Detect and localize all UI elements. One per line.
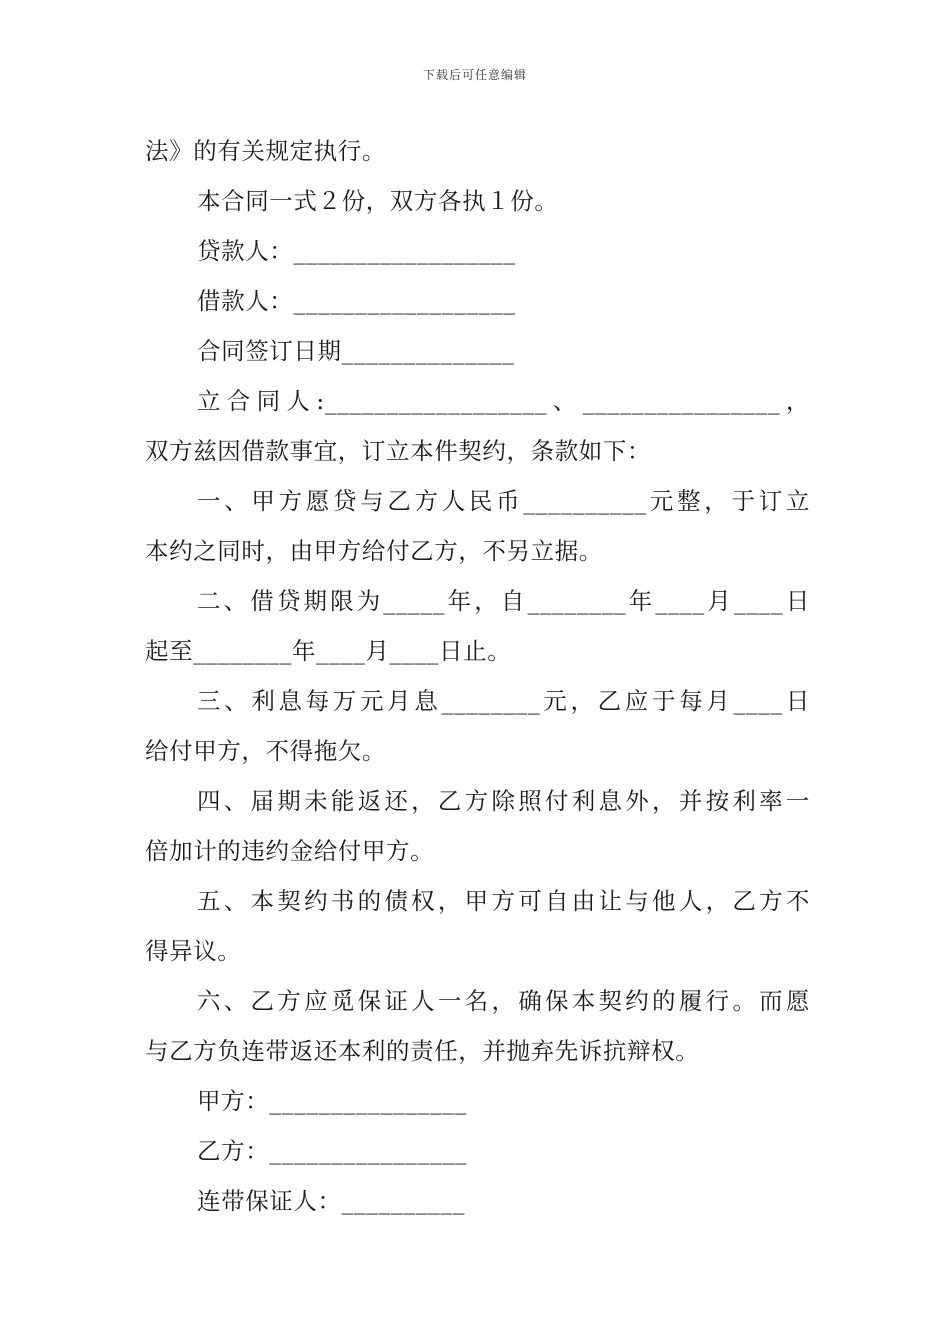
clause-2-line: 二、借贷期限为_____年，自________年____月____日: [197, 587, 810, 615]
clause-2-line: 起至________年____月____日止。: [145, 637, 512, 665]
clause-1-line: 本约之同时，由甲方给付乙方，不另立据。: [145, 537, 603, 565]
clause-5-line: 五、本契约书的债权，甲方可自由让与他人，乙方不: [197, 887, 810, 915]
clause-4-line: 倍加计的违约金给付甲方。: [145, 837, 435, 865]
document-body: [145, 126, 810, 1226]
clause-3-line: 给付甲方，不得拖欠。: [145, 737, 386, 765]
guarantor-signature-line: 连带保证人：__________: [197, 1187, 466, 1215]
party-a-signature-line: 甲方：________________: [197, 1087, 467, 1115]
page-header: 下载后可任意编辑: [422, 68, 527, 82]
text-line: 双方兹因借款事宜，订立本件契约，条款如下：: [145, 437, 652, 465]
clause-6-line: 六、乙方应觅保证人一名，确保本契约的履行。而愿: [197, 987, 810, 1015]
contracting-parties-line: 立合同人:__________________、________________，: [197, 387, 810, 415]
text-line: 法》的有关规定执行。: [145, 137, 386, 165]
clause-4-line: 四、届期未能返还，乙方除照付利息外，并按利率一: [197, 787, 810, 815]
clause-5-line: 得异议。: [145, 937, 242, 965]
clause-3-line: 三、利息每万元月息________元，乙应于每月____日: [197, 687, 810, 715]
clause-6-line: 与乙方负连带返还本利的责任，并抛弃先诉抗辩权。: [145, 1037, 700, 1065]
borrower-signature-line: 借款人：__________________: [197, 287, 516, 315]
text-line: 本合同一式２份，双方各执１份。: [197, 187, 559, 215]
party-b-signature-line: 乙方：________________: [197, 1137, 467, 1165]
clause-1-line: 一、甲方愿贷与乙方人民币__________元整，于订立: [197, 487, 810, 515]
lender-signature-line: 贷款人：__________________: [197, 237, 516, 265]
contract-date-line: 合同签订日期______________: [197, 337, 515, 365]
